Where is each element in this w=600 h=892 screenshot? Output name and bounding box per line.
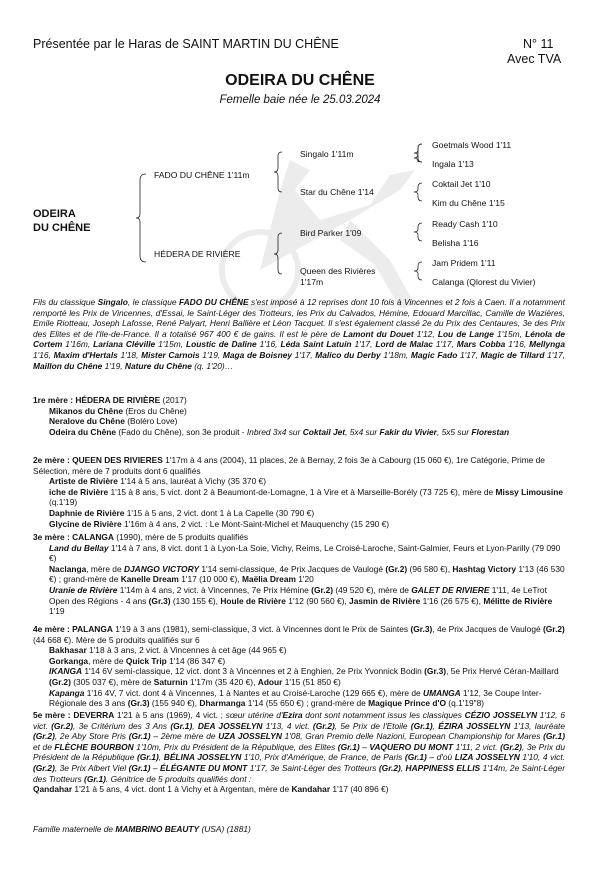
list-item: Gorkanga, mère de Quick Trip 1'14 (86 347 €) [49,655,226,666]
list-item: Uranie de Rivière 1'14m à 4 ans, 2 vict. à Vincennes, 7e Prix Hémine (Gr.2) (49 520 €), mère de GALET DE RIVIERE 1'11, 4e LeTrot Open des Régions - 4 ans (Gr.3) (130 155 €), Houle de Rivière 1'12 (90 560 €), Jasmin de Rivière 1'16 (26 575 €), Mélitte de Rivière 1'19 [49,584,553,617]
fifth-dam-section [33,710,565,795]
third-dam-section [33,532,565,617]
list-item: IKANGA 1'14 6V semi-classique, 12 vict. dont 3 à Vincennes et 2 à Enghien, 2e Prix Yvonnick Bodin (Gr.3), 5e Prix Hervé Céran-Maillard (Gr.2) (305 037 €), mère de Saturnin 1'17m (35 420 €), Adour 1'15 (51 850 €) [49,666,559,687]
g3-5: Ready Cash 1'10 [432,219,498,229]
g3-2: Ingala 1'13 [432,159,474,169]
sire: FADO DU CHÊNE 1'11m [154,170,250,180]
dam-sire: Bird Parker 1'09 [300,228,362,238]
dam-dam-line1: Queen des Rivières [300,266,376,276]
horse-title: ODEIRA DU CHÊNE [225,72,375,89]
list-item: Land du Bellay 1'14 à 7 ans, 8 vict. dont 1 à Lyon-La Soie, Vichy, Reims, Le Croisé-Laroche, Saint-Galmier, Feurs et Lyon-Parilly (79 090 €) [49,542,561,564]
list-item: Qandahar 1'21 à 5 ans, 4 vict. dont 1 à Vichy et à Argentan, mère de Kandahar 1'17 (40 896 €) [33,784,389,795]
g3-4: Kim du Chêne 1'15 [432,198,505,208]
vat-label: Avec TVA [507,52,562,66]
lot-number: N° 11 [523,37,554,51]
fourth-dam-section [33,624,565,709]
sire-sire: Singalo 1'11m [300,149,354,159]
fifth-dam-heading: 5e mère : DEVERRA 1'21 à 5 ans (1969), 4 vict. ; sœur utérine d'Ezira dont sont notamment issus les classiques CÉZIO JOSSELYN 1'12, 6 vict. (Gr.2), 3e Critérium des 3 Ans (Gr.1), DEA JOSSELYN 1'13, 4 vict. (Gr.2), 5e Prix de l'Etoile (Gr.1), ÉZIRA JOSSELYN 1'13, lauréate (Gr.2), 2e Aby Store Pris (Gr.1) – 2ème mère de UZA JOSSELYN 1'08, Gran Premio delle Nazioni, European Championship for Mares (Gr.1) et de FLÈCHE BOURBON 1'10m, Prix du Président de la République, des Elites (Gr.1) – VAQUERO DU MONT 1'11, 2 vict. (Gr.2), 3e Prix du Président de la République (Gr.1), BÉLINA JOSSELYN 1'10, Prix d'Amérique, de France, de Paris (Gr.1) – d'où LIZA JOSSELYN 1'10, 4 vict. (Gr.2), 3e Prix Albert Viel (Gr.1) – ÉLÉGANTE DU MONT 1'17, 3e Saint-Léger des Trotteurs (Gr.2), HAPPINESS ELLIS 1'14m, 2e Saint-Léger des Trotteurs (Gr.1). Génitrice de 5 produits qualifiés dont : [33,710,566,784]
g3-7: Jam Pridem 1'11 [432,258,496,268]
list-item: Odeira du Chêne (Fado du Chêne), son 3e produit - Inbred 3x4 sur Coktail Jet, 5x4 sur Fakir du Vivier, 5x5 sur Florestan [49,426,510,437]
list-item: Artiste de Rivière 1'14 à 5 ans, lauréat à Vichy (35 370 €) [49,476,266,487]
first-dam-section [33,395,565,437]
sire-dam: Star du Chêne 1'14 [300,187,374,197]
first-dam-heading: 1re mère : HÉDERA DE RIVIÈRE (2017) [33,395,187,405]
list-item: Kapanga 1'16 4V, 7 vict. dont 4 à Vincennes, 1 à Nantes et au Croisé-Laroche (129 665 €), mère de UMANGA 1'12, 3e Coupe Inter-Régionale des 3 ans (Gr.3) (155 940 €), Dharmanga 1'14 (55 650 €) ; grand-mère de Magique Prince d'O (q.1'19"8) [49,687,542,709]
dam-dam-line2: 1'17m [300,277,324,287]
pedigree-horse-name [33,207,90,235]
horse-description: Femelle baie née le 25.03.2024 [219,94,381,106]
second-dam-heading: 2e mère : QUEEN DES RIVIERES 1'17m à 4 ans (2004), 11 places, 2e à Bernay, 2 fois 3e à Cabourg (15 060 €), 1re Catégorie, Prime de Sélection, mère de 7 produits dont 6 qualifiés [33,455,545,476]
g3-8: Calanga (Qlorest du Vivier) [432,277,536,287]
dam: HÉDERA DE RIVIÈRE [154,249,241,259]
list-item: Daphnie de Rivière 1'15 à 5 ans, 2 vict. dont 1 à La Capelle (30 790 €) [49,507,315,518]
g3-1: Goetmals Wood 1'11 [432,140,512,150]
list-item: Neralove du Chêne (Boléro Love) [49,416,178,427]
g3-6: Belisha 1'16 [432,238,479,248]
g3-3: Coktail Jet 1'10 [432,179,491,189]
horse-name-line2: DU CHÊNE [33,222,91,234]
maternal-family: Famille maternelle de MAMBRINO BEAUTY (USA) (1881) [33,824,251,834]
fourth-dam-heading: 4e mère : PALANGA 1'19 à 3 ans (1981), semi-classique, 3 vict. à Vincennes dont le Prix de Saintes (Gr.3), 4e Prix Jacques de Vaulogé (Gr.2) (44 668 €). Mère de 5 produits qualifiés sur 6 [33,624,565,645]
presenter: Présentée par le Haras de SAINT MARTIN DU CHÊNE [33,37,339,51]
intro-paragraph: Fils du classique Singalo, le classique FADO DU CHÊNE s'est imposé à 12 reprises dont 10 fois à Vincennes et 2 fois à Caen. Il a notamment remporté les Prix de Vincennes, d'Essai, le Saint-Léger des Trotteurs, les Prix du Calvados, Hémine, Edouard Marcillac, Camille de Wazières, Emile Riotteau, Joseph Lafosse, René Palyart, Henri Ballière et Léon Tacquet. Il s'est également classé 2e du Prix des Centaures, 3e des Prix des Elites et de l'Ile-de-France. Il a totalisé 967 400 € de gains. Il est le père de Lamont du Douet 1'12, Lou de Lange 1'15m, Lénola de Cortem 1'16m, Lariana Cléville 1'15m, Loustic de Daline 1'16, Léda Saint Latuin 1'17, Lord de Malac 1'17, Mars Cobba 1'16, Mellynga 1'16, Maxim d'Hertals 1'18, Mister Carnois 1'19, Maga de Boisney 1'17, Malico du Derby 1'18m, Magic Fado 1'17, Magic de Tillard 1'17, Maillon du Chêne 1'19, Nature du Chêne (q. 1'20)… [33,297,566,371]
horse-name-line1: ODEIRA [33,208,76,220]
list-item: Bakhasar 1'18 à 3 ans, 2 vict. à Vincennes à cet âge (44 965 €) [49,645,287,656]
list-item: iche de Rivière 1'15 à 8 ans, 5 vict. dont 2 à Beaumont-de-Lomagne, 1 à Vire et à Marseille-Borély (73 725 €), mère de Missy Limousine (q.1'19) [49,486,563,508]
list-item: Mikanos du Chêne (Eros du Chêne) [49,405,187,416]
second-dam-section [33,455,565,529]
third-dam-heading: 3e mère : CALANGA (1990), mère de 5 produits qualifiés [33,532,249,542]
list-item: Naclanga, mère de DJANGO VICTORY 1'14 semi-classique, 4e Prix Jacques de Vaulogé (Gr.2) (96 580 €), Hashtag Victory 1'13 (46 530 €) ; grand-mère de Kanelle Dream 1'17 (10 000 €), Maëlia Dream 1'20 [49,563,565,585]
dam-dam [300,266,375,288]
list-item: Glycine de Rivière 1'16m à 4 ans, 2 vict. : Le Mont-Saint-Michel et Mauquenchy (15 290 €) [49,518,390,529]
